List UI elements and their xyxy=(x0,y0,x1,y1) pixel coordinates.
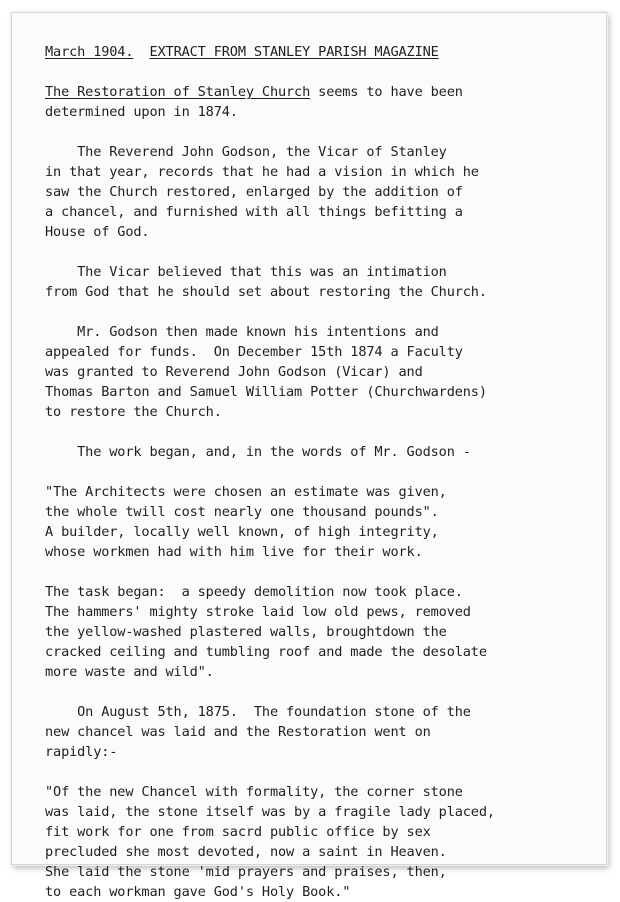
text-line: House of God. xyxy=(45,224,150,240)
quote-chancel xyxy=(45,782,605,902)
text-line: was laid, the stone itself was by a fragile lady placed, xyxy=(45,804,495,820)
spacer xyxy=(45,762,605,782)
text-line: Thomas Barton and Samuel William Potter (Churchwardens) xyxy=(45,384,487,400)
paragraph-vision xyxy=(45,142,605,242)
text-line: On August 5th, 1875. The foundation stone of the xyxy=(45,704,471,720)
document-body xyxy=(45,42,605,902)
text-line: The Reverend John Godson, the Vicar of Stanley xyxy=(45,144,447,160)
text-line: Mr. Godson then made known his intentions and xyxy=(45,324,439,340)
paragraph-foundation-stone xyxy=(45,702,605,762)
text-line: to each workman gave God's Holy Book." xyxy=(45,884,351,900)
text-line: "The Architects were chosen an estimate was given, xyxy=(45,484,447,500)
paragraph-faculty xyxy=(45,322,605,422)
text-line: A builder, locally well known, of high integrity, xyxy=(45,524,439,540)
text-line: the yellow-washed plastered walls, broughtdown the xyxy=(45,624,447,640)
text-line: fit work for one from sacrd public office by sex xyxy=(45,824,431,840)
text-line: more waste and wild". xyxy=(45,664,214,680)
spacer xyxy=(45,242,605,262)
intro-subject: The Restoration of Stanley Church xyxy=(45,84,311,100)
text-line: whose workmen had with him live for their work. xyxy=(45,544,423,560)
text-line: precluded she most devoted, now a saint in Heaven. xyxy=(45,844,447,860)
spacer xyxy=(45,422,605,442)
text-line: from God that he should set about restoring the Church. xyxy=(45,284,487,300)
text-line: saw the Church restored, enlarged by the addition of xyxy=(45,184,463,200)
intro-line-1 xyxy=(45,82,605,102)
spacer xyxy=(45,302,605,322)
spacer xyxy=(45,122,605,142)
text-line: new chancel was laid and the Restoration went on xyxy=(45,724,431,740)
text-line: The task began: a speedy demolition now took place. xyxy=(45,584,463,600)
quote-demolition xyxy=(45,582,605,682)
intro-rest: seems to have been xyxy=(310,84,463,100)
spacer xyxy=(45,682,605,702)
text-line: The hammers' mighty stroke laid low old pews, removed xyxy=(45,604,471,620)
text-line: appealed for funds. On December 15th 1874 a Faculty xyxy=(45,344,463,360)
text-line: The work began, and, in the words of Mr. Godson - xyxy=(45,444,471,460)
paragraph-work-began xyxy=(45,442,605,462)
text-line: a chancel, and furnished with all things befitting a xyxy=(45,204,463,220)
text-line: to restore the Church. xyxy=(45,404,222,420)
heading-line xyxy=(45,42,605,62)
intro-line-2: determined upon in 1874. xyxy=(45,104,238,120)
spacer xyxy=(45,562,605,582)
text-line: "Of the new Chancel with formality, the corner stone xyxy=(45,784,463,800)
text-line: rapidly:- xyxy=(45,744,118,760)
text-line: She laid the stone 'mid prayers and praises, then, xyxy=(45,864,447,880)
heading-title: EXTRACT FROM STANLEY PARISH MAGAZINE xyxy=(149,44,439,60)
text-line: the whole twill cost nearly one thousand pounds". xyxy=(45,504,439,520)
text-line: The Vicar believed that this was an intimation xyxy=(45,264,447,280)
text-line: cracked ceiling and tumbling roof and made the desolate xyxy=(45,644,487,660)
text-line: in that year, records that he had a vision in which he xyxy=(45,164,479,180)
quote-architects xyxy=(45,482,605,562)
heading-date: March 1904. xyxy=(45,44,134,60)
spacer xyxy=(45,62,605,82)
spacer xyxy=(45,462,605,482)
paragraph-intimation xyxy=(45,262,605,302)
text-line: was granted to Reverend John Godson (Vicar) and xyxy=(45,364,423,380)
